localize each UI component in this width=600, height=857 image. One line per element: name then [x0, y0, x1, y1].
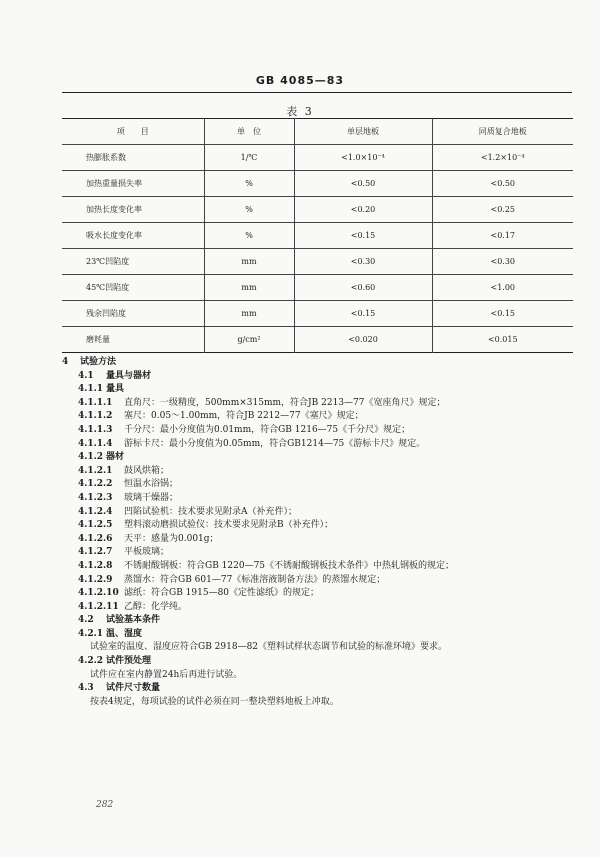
- table-row: [62, 327, 573, 353]
- cell-single-layer: <0.60: [294, 275, 432, 301]
- subsection-heading: [62, 451, 582, 465]
- clause-number: 4.1.2.11: [78, 601, 119, 612]
- clause-text: 恒温水浴锅；: [124, 479, 179, 490]
- standard-code-header: GB 4085—83: [255, 74, 345, 87]
- subsection-heading: [62, 383, 582, 397]
- cell-unit: 1/℃: [204, 145, 294, 171]
- clause-text: 游标卡尺：最小分度值为0.05mm，符合GB1214—75《游标卡尺》规定。: [124, 438, 426, 449]
- subsection-heading: [62, 614, 582, 628]
- clause-number: 4.1.2.7: [78, 547, 113, 558]
- section-title: 试验基本条件: [106, 615, 161, 626]
- clause-number: 4.1.1.3: [78, 424, 113, 435]
- clause-number: 4.1.1.4: [78, 438, 113, 449]
- header-composite: 同质复合地板: [432, 119, 573, 145]
- clause: [62, 492, 582, 506]
- header-unit: 单 位: [204, 119, 294, 145]
- cell-item: 磨耗量: [62, 327, 204, 353]
- clause: [62, 438, 582, 452]
- cell-unit: mm: [204, 301, 294, 327]
- table-row: [62, 197, 573, 223]
- clause-text: 乙醇：化学纯。: [124, 601, 188, 612]
- paragraph: 试验室的温度、湿度应符合GB 2918—82《塑料试样状态调节和试验的标准环境》要求。: [90, 642, 448, 653]
- cell-single-layer: <0.020: [294, 327, 432, 353]
- clause: [62, 478, 582, 492]
- clause: [62, 519, 582, 533]
- subsection-heading: [62, 655, 582, 669]
- subsection-heading: [62, 628, 582, 642]
- clause-number: 4.1.1.2: [78, 411, 113, 422]
- clause-text: 平板玻璃；: [124, 547, 170, 558]
- cell-item: 残余凹陷度: [62, 301, 204, 327]
- cell-composite: <0.25: [432, 197, 573, 223]
- clause-text: 天平：感量为0.001g；: [124, 533, 219, 544]
- cell-unit: mm: [204, 275, 294, 301]
- clause-text: 塑料滚动磨损试验仪：技术要求见附录B（补充件）；: [124, 520, 334, 531]
- properties-table: [62, 118, 573, 353]
- section-title: 器材: [106, 452, 125, 463]
- cell-single-layer: <1.0×10⁻⁴: [294, 145, 432, 171]
- cell-item: 45℃凹陷度: [62, 275, 204, 301]
- clause-number: 4.1.2.6: [78, 533, 113, 544]
- clause-number: 4.1.2.2: [78, 479, 113, 490]
- section-number: 4.3: [78, 683, 94, 694]
- cell-single-layer: <0.15: [294, 223, 432, 249]
- paragraph: 试件应在室内静置24h后再进行试验。: [90, 669, 243, 680]
- cell-composite: <1.00: [432, 275, 573, 301]
- table-row: [62, 275, 573, 301]
- clause-text: 鼓风烘箱；: [124, 465, 170, 476]
- header-single-layer: 单层地板: [294, 119, 432, 145]
- cell-item: 加热长度变化率: [62, 197, 204, 223]
- cell-single-layer: <0.30: [294, 249, 432, 275]
- cell-unit: %: [204, 197, 294, 223]
- cell-composite: <0.50: [432, 171, 573, 197]
- cell-composite: <0.30: [432, 249, 573, 275]
- clause: [62, 601, 582, 615]
- section-number: 4.2.2: [78, 656, 104, 667]
- cell-item: 热膨胀系数: [62, 145, 204, 171]
- cell-unit: %: [204, 223, 294, 249]
- table-caption: 表 3: [286, 105, 314, 118]
- section-number: 4.2: [78, 615, 94, 626]
- clause-number: 4.1.2.5: [78, 520, 113, 531]
- section-number: 4.1.2: [78, 452, 104, 463]
- section-heading: [62, 356, 582, 370]
- cell-unit: mm: [204, 249, 294, 275]
- header-item: 项 目: [62, 119, 204, 145]
- section-title: 试件尺寸数量: [106, 683, 161, 694]
- paragraph: 按表4规定，每项试验的试件必须在同一整块塑料地板上冲取。: [90, 696, 339, 707]
- document-body: [62, 356, 582, 709]
- clause: [62, 574, 582, 588]
- cell-unit: g/cm²: [204, 327, 294, 353]
- subsection-heading: [62, 682, 582, 696]
- clause: [62, 546, 582, 560]
- clause-number: 4.1.2.9: [78, 574, 113, 585]
- section-number: 4.1.1: [78, 384, 104, 395]
- header-rule: [62, 92, 572, 93]
- clause: [62, 465, 582, 479]
- section-title: 试验方法: [80, 357, 117, 367]
- clause-text: 不锈耐酸钢板：符合GB 1220—75《不锈耐酸钢板技术条件》中热轧钢板的规定；: [124, 560, 455, 571]
- section-title: 量具: [106, 384, 125, 395]
- section-title: 试件预处理: [106, 656, 152, 667]
- cell-composite: <1.2×10⁻⁴: [432, 145, 573, 171]
- clause: [62, 560, 582, 574]
- clause-text: 蒸馏水：符合GB 601—77《标准溶液制备方法》的蒸馏水规定；: [124, 574, 386, 585]
- cell-unit: %: [204, 171, 294, 197]
- cell-composite: <0.015: [432, 327, 573, 353]
- section-number: 4.1: [78, 370, 94, 381]
- clause-number: 4.1.2.3: [78, 492, 113, 503]
- clause: [62, 424, 582, 438]
- cell-item: 23℃凹陷度: [62, 249, 204, 275]
- clause-number: 4.1.2.4: [78, 506, 113, 517]
- clause-text: 塞尺：0.05～1.00mm，符合JB 2212—77《塞尺》规定；: [124, 411, 364, 422]
- clause: [62, 533, 582, 547]
- clause-number: 4.1.2.1: [78, 465, 113, 476]
- clause-number: 4.1.1.1: [78, 397, 113, 408]
- clause: [62, 506, 582, 520]
- table-row: [62, 301, 573, 327]
- clause-number: 4.1.2.8: [78, 560, 113, 571]
- page-number: 282: [96, 800, 114, 810]
- section-number: 4: [62, 357, 69, 367]
- clause-number: 4.1.2.10: [78, 588, 119, 599]
- cell-composite: <0.15: [432, 301, 573, 327]
- cell-single-layer: <0.20: [294, 197, 432, 223]
- table-header-row: [62, 119, 573, 145]
- cell-composite: <0.17: [432, 223, 573, 249]
- section-title: 量具与器材: [106, 370, 152, 381]
- clause-text: 直角尺：一级精度，500mm×315mm，符合JB 2213—77《宽座角尺》规定；: [124, 397, 446, 408]
- section-title: 温、湿度: [106, 628, 143, 639]
- clause-text: 玻璃干燥器；: [124, 492, 179, 503]
- clause-text: 千分尺：最小分度值为0.01mm，符合GB 1216—75《千分尺》规定；: [124, 424, 411, 435]
- cell-item: 吸水长度变化率: [62, 223, 204, 249]
- cell-item: 加热重量损失率: [62, 171, 204, 197]
- table-row: [62, 145, 573, 171]
- table-row: [62, 249, 573, 275]
- table-row: [62, 223, 573, 249]
- table-row: [62, 171, 573, 197]
- clause: [62, 587, 582, 601]
- subsection-heading: [62, 370, 582, 384]
- cell-single-layer: <0.50: [294, 171, 432, 197]
- clause: [62, 397, 582, 411]
- clause-text: 凹陷试验机：技术要求见附录A（补充件）；: [124, 506, 298, 517]
- cell-single-layer: <0.15: [294, 301, 432, 327]
- clause-text: 滤纸：符合GB 1915—80《定性滤纸》的规定；: [124, 588, 320, 599]
- clause: [62, 410, 582, 424]
- section-number: 4.2.1: [78, 628, 104, 639]
